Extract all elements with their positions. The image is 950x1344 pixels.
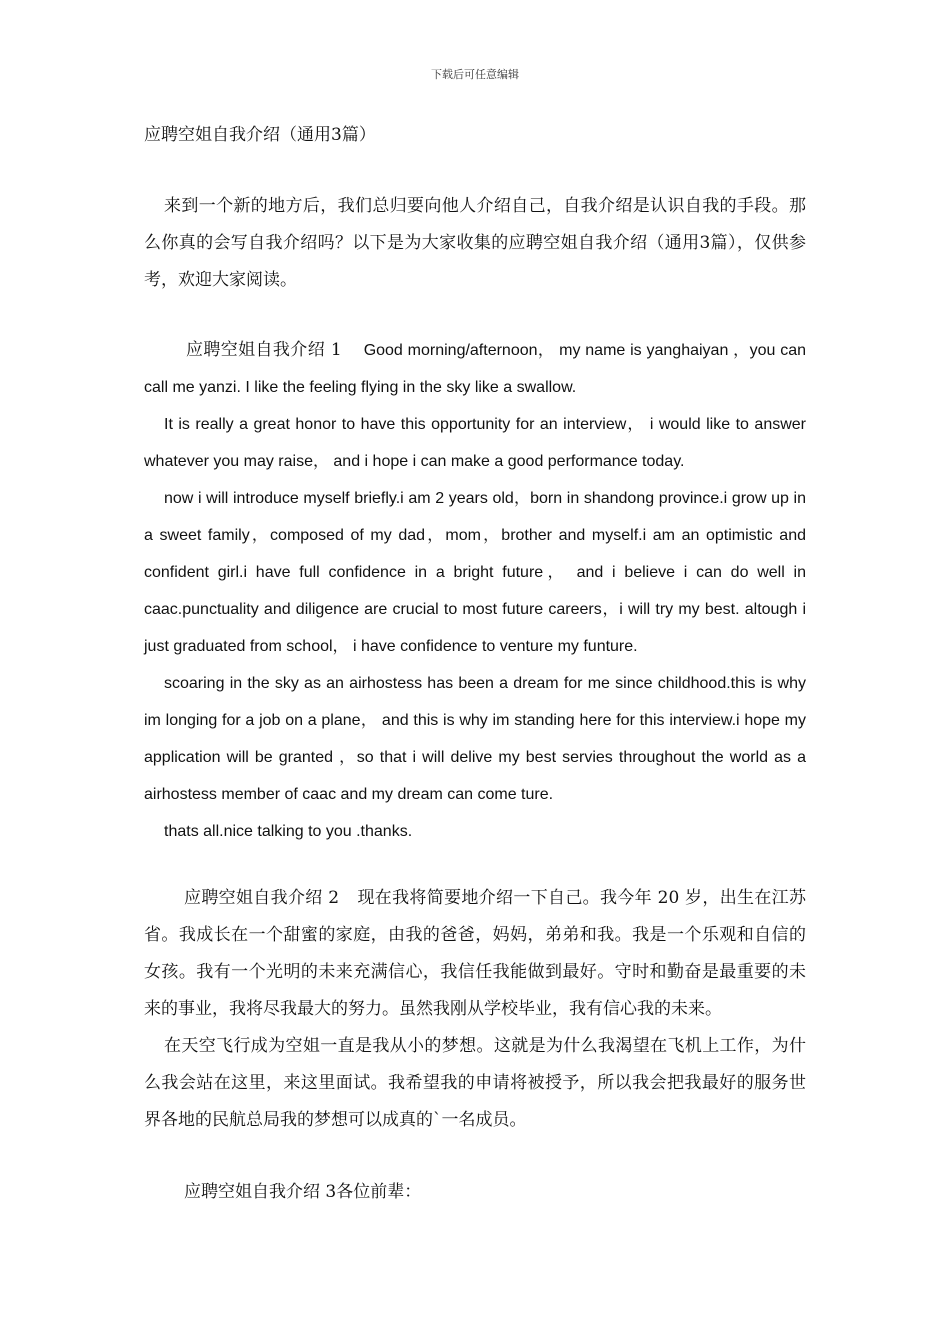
section-1-paragraph-4: scoaring in the sky as an airhostess has been a dream for me since childhood.this is why im longing for a job on a plane， and this is why im standing here for this interview.i hope my application will be granted ，so that i will delive my best servies throughout the world as a airhostess member of caac and my dream can come ture. <box>144 675 806 803</box>
section-2-paragraph-1 <box>144 880 806 1028</box>
section-1 <box>144 332 806 850</box>
section-1-paragraph-5: thats all.nice talking to you .thanks. <box>164 823 413 840</box>
section-2-text-1: 现在我将简要地介绍一下自己。我今年 20 岁，出生在江苏省。我成长在一个甜蜜的家庭，由我的爸爸，妈妈，弟弟和我。我是一个乐观和自信的女孩。我有一个光明的未来充满信心，我信任我能做到最好。守时和勤奋是最重要的未来的事业，我将尽我最大的努力。虽然我刚从学校毕业，我有信心我的未来。 <box>144 888 806 1019</box>
section-1-paragraph-2: It is really a great honor to have this opportunity for an interview， i would like to answer whatever you may raise， and i hope i can make a good performance today. <box>144 416 806 470</box>
page-header: 下载后可任意编辑 <box>431 68 519 81</box>
intro-paragraph: 来到一个新的地方后，我们总归要向他人介绍自己，自我介绍是认识自我的手段。那么你真的会写自我介绍吗？以下是为大家收集的应聘空姐自我介绍（通用3篇），仅供参考，欢迎大家阅读。 <box>144 196 806 290</box>
section-2-paragraph-2: 在天空飞行成为空姐一直是我从小的梦想。这就是为什么我渴望在飞机上工作，为什么我会站在这里，来这里面试。我希望我的申请将被授予，所以我会把我最好的服务世界各地的民航总局我的梦想可以成真的`一名成员。 <box>144 1036 806 1130</box>
section-3-paragraph-1 <box>144 1174 806 1211</box>
section-2 <box>144 880 806 1139</box>
section-1-paragraph-1 <box>144 332 806 406</box>
section-1-text-1: Good morning/afternoon， my name is yanghaiyan ，you can call me yanzi. I like the feeling flying in the sky like a swallow. <box>144 342 806 396</box>
section-1-heading: 应聘空姐自我介绍 1 <box>186 340 342 360</box>
section-3-text-1: 各位前辈： <box>336 1182 422 1202</box>
section-3-heading: 应聘空姐自我介绍 3 <box>184 1182 337 1202</box>
section-1-paragraph-3: now i will introduce myself briefly.i am 2 years old，born in shandong province.i grow up in a sweet family，composed of my dad，mom，brother and myself.i am an optimistic and confident girl.i have full confidence in a bright future， and i believe i can do well in caac.punctuality and diligence are crucial to most future careers，i will try my best. altough i just graduated from school， i have confidence to venture my funture. <box>144 490 806 655</box>
section-2-heading: 应聘空姐自我介绍 2 <box>184 888 340 908</box>
document-title: 应聘空姐自我介绍（通用3篇） <box>144 125 376 145</box>
